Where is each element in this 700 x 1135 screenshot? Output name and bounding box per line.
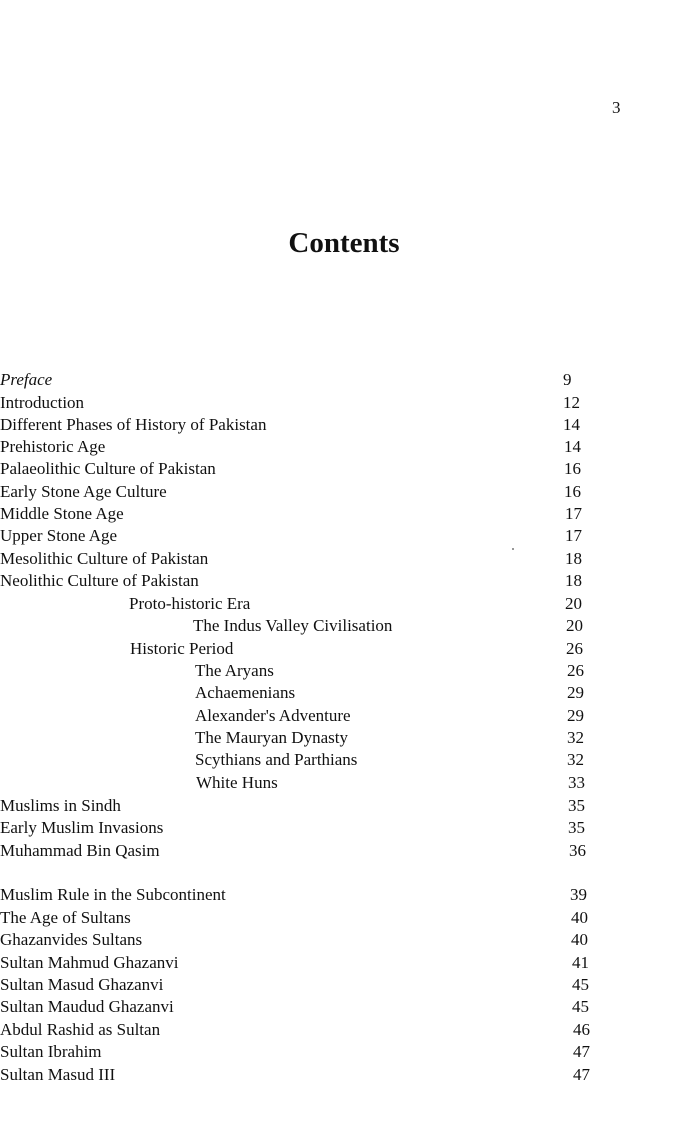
toc-entry-label: Upper Stone Age bbox=[0, 526, 118, 545]
toc-entry-page: 46 bbox=[573, 1020, 590, 1039]
toc-entry-label: Middle Stone Age bbox=[0, 504, 124, 523]
toc-entry-page: 17 bbox=[565, 504, 582, 523]
toc-entry-label: Muslims in Sindh bbox=[0, 796, 121, 815]
toc-entry-page: 39 bbox=[570, 885, 587, 904]
toc-entry-page: 29 bbox=[567, 683, 584, 702]
toc-entry-page: 18 bbox=[565, 549, 582, 568]
toc-entry-page: 40 bbox=[571, 930, 588, 949]
toc-entry-label: Sultan Masud Ghazanvi bbox=[0, 975, 164, 994]
toc-entry-page: 35 bbox=[568, 796, 585, 815]
toc-entry-page: 45 bbox=[572, 997, 589, 1016]
toc-entry-label: Early Muslim Invasions bbox=[0, 818, 164, 837]
toc-entry-label: Mesolithic Culture of Pakistan bbox=[0, 549, 209, 568]
toc-entry-page: 36 bbox=[569, 841, 586, 860]
toc-entry-label: Sultan Mahmud Ghazanvi bbox=[0, 953, 179, 972]
toc-entry-label: Palaeolithic Culture of Pakistan bbox=[0, 459, 216, 478]
page-title: Contents bbox=[288, 227, 400, 259]
toc-entry-label: Preface bbox=[0, 370, 53, 389]
toc-entry-page: 14 bbox=[564, 437, 581, 456]
toc-entry-label: Muslim Rule in the Subcontinent bbox=[0, 885, 226, 904]
toc-entry-label: The Mauryan Dynasty bbox=[195, 728, 348, 747]
toc-entry-page: 45 bbox=[572, 975, 589, 994]
toc-entry-label: Abdul Rashid as Sultan bbox=[0, 1020, 161, 1039]
toc-entry-page: 20 bbox=[565, 594, 582, 613]
toc-entry-label: Alexander's Adventure bbox=[195, 706, 351, 725]
toc-entry-page: 32 bbox=[567, 728, 584, 747]
toc-entry-label: Introduction bbox=[0, 393, 85, 412]
toc-entry-label: Different Phases of History of Pakistan bbox=[0, 415, 267, 434]
toc-entry-label: Proto-historic Era bbox=[129, 594, 251, 613]
toc-entry-label: Prehistoric Age bbox=[0, 437, 106, 456]
toc-entry-label: Sultan Ibrahim bbox=[0, 1042, 102, 1061]
toc-entry-page: 14 bbox=[563, 415, 580, 434]
toc-entry-label: Neolithic Culture of Pakistan bbox=[0, 571, 199, 590]
toc-entry-label: Historic Period bbox=[130, 639, 234, 658]
toc-entry-page: 47 bbox=[573, 1042, 590, 1061]
toc-entry-label: Sultan Maudud Ghazanvi bbox=[0, 997, 174, 1016]
toc-entry-page: 41 bbox=[572, 953, 589, 972]
toc-entry-page: 47 bbox=[573, 1065, 590, 1084]
toc-entry-page: 35 bbox=[568, 818, 585, 837]
toc-entry-page: 20 bbox=[566, 616, 583, 635]
toc-entry-page: 12 bbox=[563, 393, 580, 412]
page-number: 3 bbox=[612, 98, 621, 117]
toc-entry-label: Ghazanvides Sultans bbox=[0, 930, 143, 949]
toc-entry-page: 40 bbox=[571, 908, 588, 927]
toc-entry-label: Scythians and Parthians bbox=[195, 750, 358, 769]
toc-entry-label: Early Stone Age Culture bbox=[0, 482, 167, 501]
toc-entry-label: White Huns bbox=[196, 773, 278, 792]
paper-speck bbox=[512, 548, 514, 550]
toc-entry-page: 29 bbox=[567, 706, 584, 725]
toc-entry-label: Achaemenians bbox=[195, 683, 296, 702]
toc-entry-label: The Age of Sultans bbox=[0, 908, 131, 927]
toc-entry-page: 16 bbox=[564, 482, 581, 501]
toc-entry-page: 26 bbox=[566, 639, 583, 658]
toc-entry-page: 16 bbox=[564, 459, 581, 478]
toc-entry-label: The Aryans bbox=[195, 661, 274, 680]
toc-entry-label: Muhammad Bin Qasim bbox=[0, 841, 160, 860]
toc-entry-page: 9 bbox=[563, 370, 572, 389]
toc-entry-label: Sultan Masud III bbox=[0, 1065, 116, 1084]
toc-entry-page: 33 bbox=[568, 773, 585, 792]
toc-entry-page: 18 bbox=[565, 571, 582, 590]
toc-entry-page: 17 bbox=[565, 526, 582, 545]
toc-entry-label: The Indus Valley Civilisation bbox=[193, 616, 393, 635]
toc-entry-page: 26 bbox=[567, 661, 584, 680]
toc-entry-page: 32 bbox=[567, 750, 584, 769]
